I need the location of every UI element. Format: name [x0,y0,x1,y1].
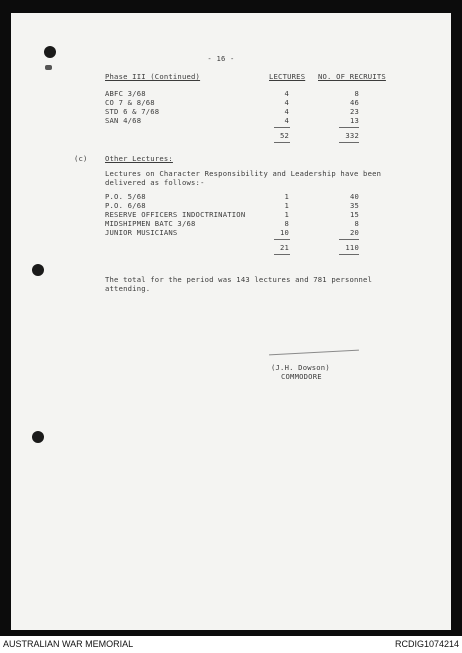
table-row-lectures: 1 [284,192,289,201]
table-row-lectures: 1 [284,201,289,210]
signatory-name: (J.H. Dowson) [271,363,330,372]
table-row-recruits: 46 [349,98,359,107]
table-row-name: CO 7 & 8/68 [105,98,155,107]
total-rule [339,239,359,240]
total-double-rule [339,142,359,143]
signature-stroke [269,350,359,356]
table-row-lectures: 4 [284,116,289,125]
total-lectures: 52 [279,131,289,140]
total-double-rule [274,142,290,143]
table-row-recruits: 8 [354,219,359,228]
table-row-recruits: 35 [349,201,359,210]
section-label: (c) [74,154,88,163]
table-row-name: ABFC 3/68 [105,89,146,98]
table-row-recruits: 8 [354,89,359,98]
table-row-lectures: 4 [284,107,289,116]
archive-reference: RCDIG1074214 [394,639,459,649]
total-rule [274,239,290,240]
signatory-rank: COMMODORE [281,372,322,381]
punch-hole [44,46,56,58]
table-row-recruits: 20 [349,228,359,237]
total-rule [274,127,290,128]
phase-heading: Phase III (Continued) [105,72,201,81]
archive-name: AUSTRALIAN WAR MEMORIAL [3,639,134,649]
paper-mark [45,65,52,70]
table-row-recruits: 23 [349,107,359,116]
section-intro: Lectures on Character Responsibility and Leadership have been [105,169,382,178]
section-intro: delivered as follows:- [105,178,205,187]
table-row-name: STD 6 & 7/68 [105,107,160,116]
table-row-name: P.O. 5/68 [105,192,146,201]
section-title: Other Lectures: [105,154,173,163]
table-row-name: SAN 4/68 [105,116,142,125]
table-row-lectures: 4 [284,89,289,98]
table-row-lectures: 8 [284,219,289,228]
page-number: - 16 - [207,54,235,63]
punch-hole [32,264,44,276]
summary-text: attending. [105,284,151,293]
table-row-lectures: 1 [284,210,289,219]
archive-footer [0,636,462,653]
total-double-rule [274,254,290,255]
table-row-name: RESERVE OFFICERS INDOCTRINATION [105,210,246,219]
table-row-recruits: 15 [349,210,359,219]
table-row-name: MIDSHIPMEN BATC 3/68 [105,219,196,228]
lectures-column-header: LECTURES [269,72,306,81]
total-double-rule [339,254,359,255]
table-row-name: JUNIOR MUSICIANS [105,228,178,237]
total-rule [339,127,359,128]
table-row-lectures: 4 [284,98,289,107]
table-row-name: P.O. 6/68 [105,201,146,210]
punch-hole [32,431,44,443]
table-row-recruits: 40 [349,192,359,201]
total-recruits: 332 [345,131,359,140]
total-lectures: 21 [279,243,289,252]
document-page [11,13,451,630]
total-recruits: 110 [345,243,359,252]
recruits-column-header: NO. OF RECRUITS [318,72,386,81]
table-row-lectures: 10 [279,228,289,237]
summary-text: The total for the period was 143 lectures and 781 personnel [105,275,373,284]
table-row-recruits: 13 [349,116,359,125]
